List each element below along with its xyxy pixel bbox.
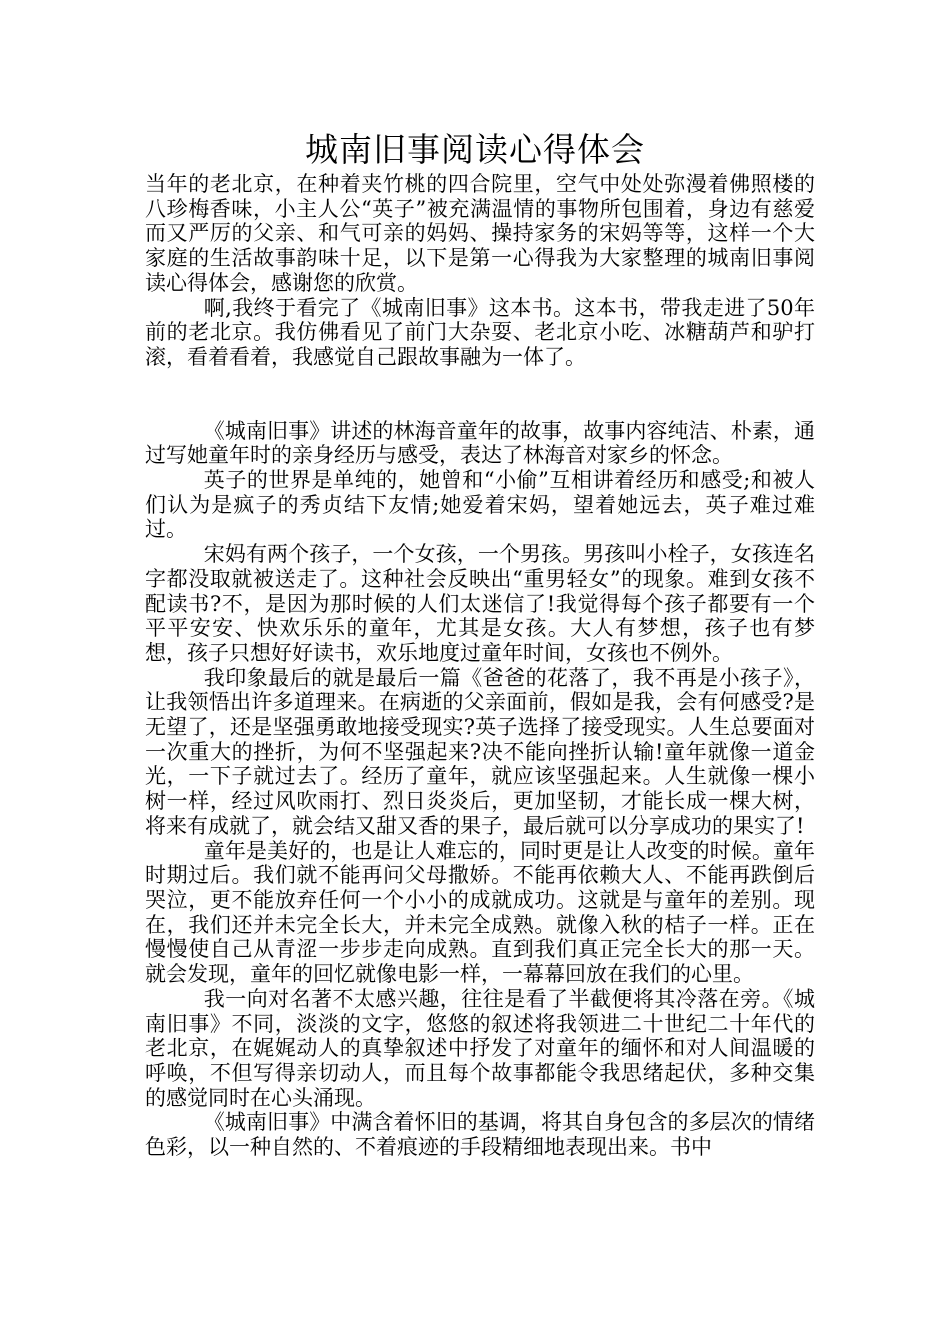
paragraph-7: 我一向对名著不太感兴趣，往往是看了半截便将其冷落在旁。《城南旧事》不同，淡淡的文字，悠悠的叙述将我领进二十世纪二十年代的老北京，在娓娓动人的真挚叙述中抒发了对童年的缅怀和对人间温暖的呼唤，不但写得亲切动人，而且每个故事都能令我思绪起伏，多种交集的感觉同时在心头涌现。 — [145, 986, 815, 1110]
paragraph-1: 啊,我终于看完了《城南旧事》这本书。这本书，带我走进了50年前的老北京。我仿佛看见了前门大杂耍、老北京小吃、冰糖葫芦和驴打滚，看着看着，我感觉自己跟故事融为一体了。 — [145, 295, 815, 369]
paragraph-2: 《城南旧事》讲述的林海音童年的故事，故事内容纯洁、朴素，通过写她童年时的亲身经历与感受，表达了林海音对家乡的怀念。 — [145, 418, 815, 468]
document-body — [145, 172, 815, 1160]
paragraph-5: 我印象最后的就是最后一篇《爸爸的花落了，我不再是小孩子》，让我领悟出许多道理来。在病逝的父亲面前，假如是我，会有何感受?是无望了，还是坚强勇敢地接受现实?英子选择了接受现实。人生总要面对一次重大的挫折，为何不坚强起来?决不能向挫折认输!童年就像一道金光，一下子就过去了。经历了童年，就应该坚强起来。人生就像一棵小树一样，经过风吹雨打、烈日炎炎后，更加坚韧，才能长成一棵大树，将来有成就了，就会结又甜又香的果子，最后就可以分享成功的果实了! — [145, 665, 815, 838]
paragraph-3: 英子的世界是单纯的，她曾和“小偷”互相讲着经历和感受;和被人们认为是疯子的秀贞结下友情;她爱着宋妈，望着她远去，英子难过难过。 — [145, 468, 815, 542]
document-title: 城南旧事阅读心得体会 — [305, 130, 645, 169]
paragraph-intro: 当年的老北京，在种着夹竹桃的四合院里，空气中处处弥漫着佛照楼的八珍梅香味，小主人公“英子”被充满温情的事物所包围着，身边有慈爱而又严厉的父亲、和气可亲的妈妈、操持家务的宋妈等等，这样一个大家庭的生活故事韵味十足，以下是第一心得我为大家整理的城南旧事阅读心得体会，感谢您的欣赏。 — [145, 172, 815, 295]
paragraph-4: 宋妈有两个孩子，一个女孩，一个男孩。男孩叫小栓子，女孩连名字都没取就被送走了。这种社会反映出“重男轻女”的现象。难到女孩不配读书?不，是因为那时候的人们太迷信了!我觉得每个孩子都要有一个平平安安、快欢乐乐的童年，尤其是女孩。大人有梦想，孩子也有梦想，孩子只想好好读书，欢乐地度过童年时间，女孩也不例外。 — [145, 542, 815, 665]
paragraph-6: 童年是美好的，也是让人难忘的，同时更是让人改变的时候。童年时期过后。我们就不能再问父母撒娇。不能再依赖大人、不能再跌倒后哭泣，更不能放弃任何一个小小的成就成功。这就是与童年的差别。现在，我们还并未完全长大，并未完全成熟。就像入秋的桔子一样。正在慢慢使自己从青涩一步步走向成熟。直到我们真正完全长大的那一天。就会发现，童年的回忆就像电影一样，一幕幕回放在我们的心里。 — [145, 838, 815, 987]
paragraph-spacer — [145, 370, 815, 419]
paragraph-8: 《城南旧事》中满含着怀旧的基调，将其自身包含的多层次的情绪色彩，以一种自然的、不着痕迹的手段精细地表现出来。书中 — [145, 1110, 815, 1160]
